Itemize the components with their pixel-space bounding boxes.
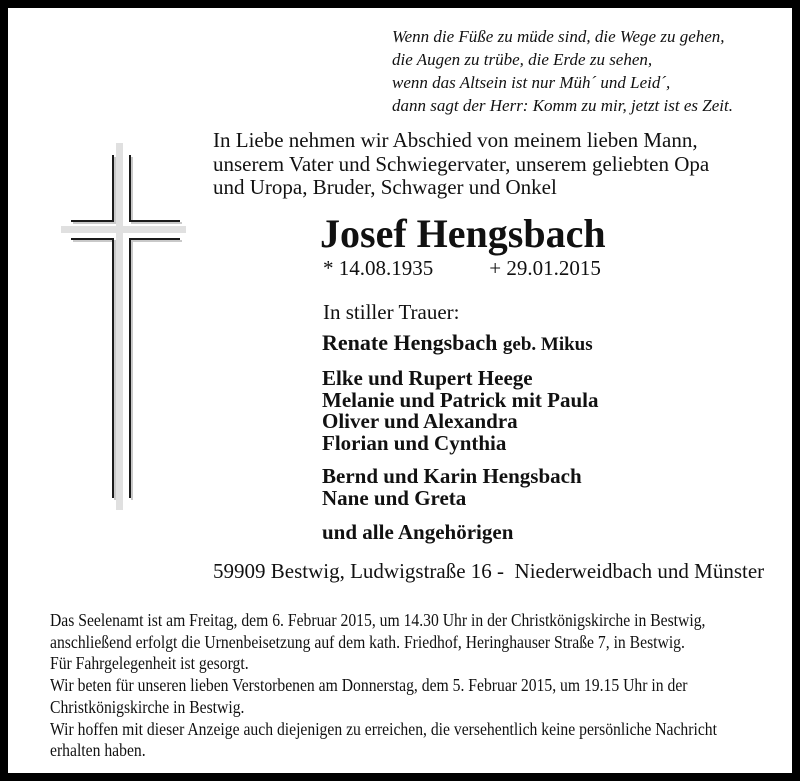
service-info — [50, 610, 800, 762]
widow-line — [322, 332, 593, 356]
mourner-line: Bernd und Karin Hengsbach — [322, 464, 582, 488]
deceased-name: Josef Hengsbach — [320, 211, 606, 256]
intro-line: In Liebe nehmen wir Abschied von meinem lieben Mann, — [213, 128, 698, 152]
service-info-line: Wir hoffen mit dieser Anzeige auch diejenigen zu erreichen, die versehentlich keine persönliche Nachricht — [50, 718, 717, 739]
verse-line: die Augen zu trübe, die Erde zu sehen, — [392, 50, 653, 69]
birth-date: * 14.08.1935 — [323, 256, 434, 280]
death-date: + 29.01.2015 — [489, 256, 601, 280]
memorial-verse — [392, 25, 733, 117]
family-group-1 — [322, 368, 599, 454]
mourning-heading: In stiller Trauer: — [323, 300, 460, 324]
service-info-line: anschließend erfolgt die Urnenbeisetzung auf dem kath. Friedhof, Heringhauser Straße 7, in Bestwig. — [50, 631, 685, 652]
service-info-line: Christkönigskirche in Bestwig. — [50, 696, 245, 717]
verse-line: dann sagt der Herr: Komm zu mir, jetzt ist es Zeit. — [392, 96, 733, 115]
mourner-line: Florian und Cynthia — [322, 430, 507, 455]
mourner-line: Elke und Rupert Heege — [322, 366, 533, 390]
address-line: 59909 Bestwig, Ludwigstraße 16 - Niederweidbach und Münster — [213, 559, 765, 583]
family-group-2 — [322, 466, 582, 509]
widow-name: Renate Hengsbach — [322, 330, 498, 355]
mourning-closing: und alle Angehörigen — [322, 520, 514, 544]
mourner-line: Oliver und Alexandra — [322, 409, 518, 433]
intro-text — [213, 129, 709, 200]
widow-maiden-name: geb. Mikus — [502, 334, 593, 355]
service-info-line: Wir beten für unseren lieben Verstorbenen am Donnerstag, dem 5. Februar 2015, um 19.15 Uhr in der — [50, 675, 688, 696]
verse-line: Wenn die Füße zu müde sind, die Wege zu gehen, — [392, 27, 725, 46]
mourner-line: Nane und Greta — [322, 485, 467, 510]
intro-line: und Uropa, Bruder, Schwager und Onkel — [213, 175, 557, 199]
memorial-cross-icon — [48, 128, 208, 528]
mourner-line: Melanie und Patrick mit Paula — [322, 387, 599, 412]
verse-line: wenn das Altsein ist nur Müh´ und Leid´, — [392, 73, 671, 92]
service-info-line: erhalten haben. — [50, 740, 146, 761]
service-info-line: Das Seelenamt ist am Freitag, dem 6. Februar 2015, um 14.30 Uhr in der Christkönigskirche in Bestwig, — [50, 610, 706, 630]
intro-line: unserem Vater und Schwiegervater, unserem geliebten Opa — [213, 151, 710, 176]
service-info-line: Für Fahrgelegenheit ist gesorgt. — [50, 653, 249, 674]
life-dates — [323, 258, 601, 279]
